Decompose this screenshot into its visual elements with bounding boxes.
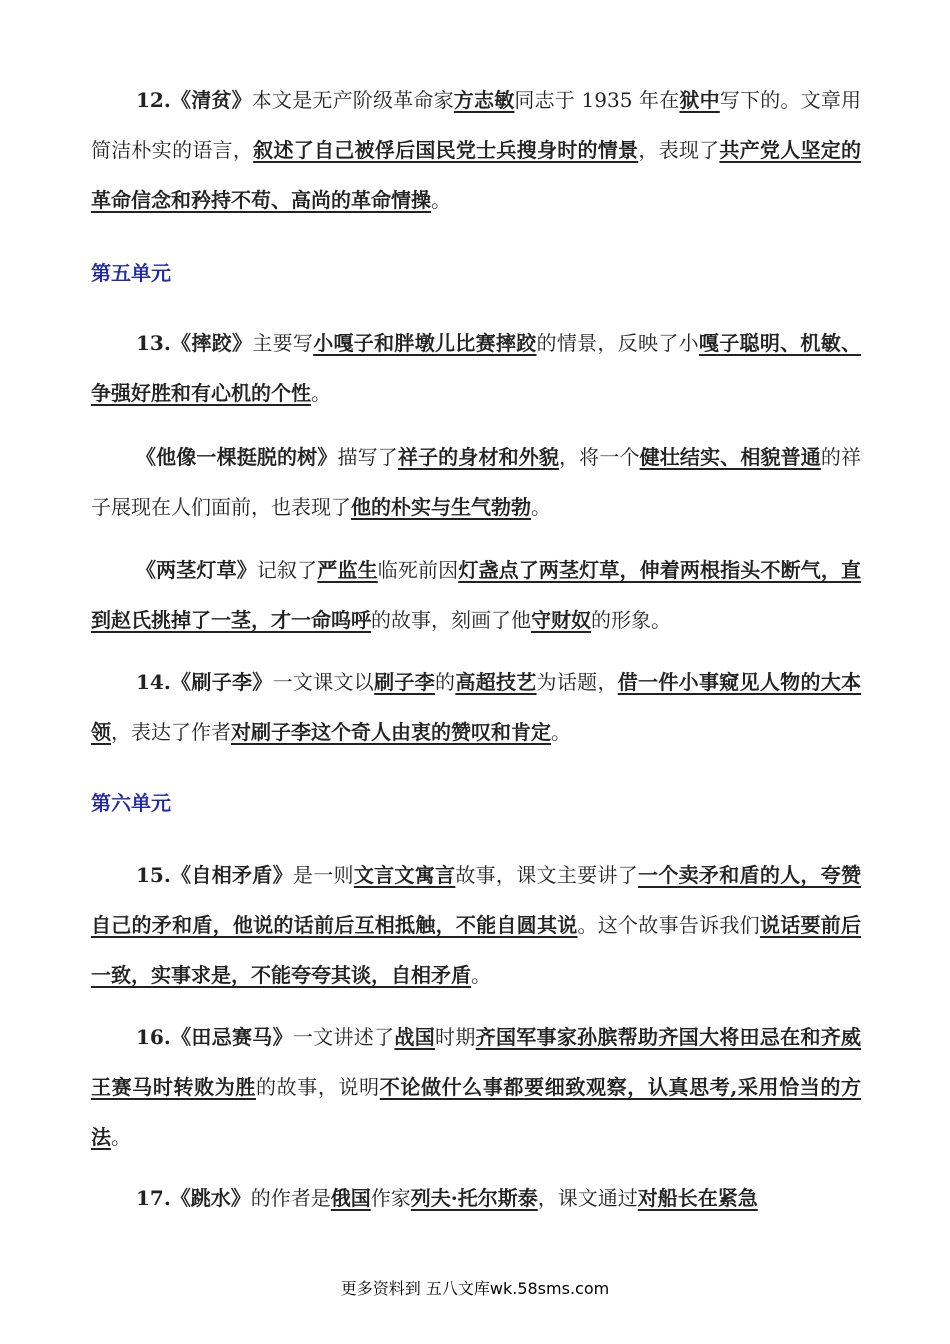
answer-blank: 方志敏 (453, 88, 515, 112)
text: ，将一个 (559, 445, 640, 469)
answer-blank: 对刷子李这个奇人由衷的赞叹和肯定 (231, 720, 551, 744)
text: 。 (531, 495, 551, 519)
lesson-title: 《两茎灯草》 (136, 558, 257, 582)
answer-blank: 借一件小事窥见人物的大本领 (91, 670, 862, 744)
text: 。这个故事告诉我们 (577, 913, 760, 937)
paragraph-13 (91, 318, 861, 418)
answer-blank: 说话要前后一致，实事求是，不能夸夸其谈，自相矛盾 (91, 913, 862, 987)
text: 临死前因 (377, 558, 459, 582)
unit-heading-6: 第六单元 (91, 791, 171, 815)
answer-blank: 小嘎子和胖墩儿比赛摔跤 (313, 331, 537, 355)
answer-blank: 一个卖矛和盾的人，夸赞自己的矛和盾，他说的话前后互相抵触，不能自圆其说 (91, 863, 862, 937)
text: 记叙了 (256, 558, 318, 582)
text: 是一则 (292, 863, 354, 887)
text: 。 (311, 381, 331, 405)
lesson-title: 16.《田忌赛马》 (136, 1025, 293, 1049)
answer-blank: 文言文寓言 (353, 863, 456, 887)
text: 。 (431, 188, 451, 212)
text: 一文课文以 (272, 670, 375, 694)
text: ，课文通过 (537, 1186, 638, 1210)
text: 同志于 1935 年在 (514, 88, 680, 112)
text: 作家 (370, 1186, 411, 1210)
paragraph-13b (91, 432, 861, 532)
lesson-title: 13.《摔跤》 (136, 331, 253, 355)
text: 写下的。文章用简洁朴实的语言， (91, 88, 862, 162)
answer-blank: 齐国军事家孙膑帮助齐国大将田忌在和齐威王赛马时转败为胜 (91, 1025, 862, 1099)
paragraph-13c (91, 545, 861, 645)
unit-heading-5: 第五单元 (91, 261, 171, 285)
paragraph-14 (91, 657, 861, 757)
answer-blank: 守财奴 (531, 608, 591, 632)
lesson-title: 15.《自相矛盾》 (136, 863, 293, 887)
text: 。 (551, 720, 571, 744)
lesson-title: 14.《刷子李》 (136, 670, 273, 694)
paragraph-15 (91, 850, 861, 1000)
text: 的 (435, 670, 456, 694)
text: 一文讲述了 (292, 1025, 395, 1049)
text: 为话题， (536, 670, 618, 694)
text: 的形象。 (591, 608, 671, 632)
answer-blank: 共产党人坚定的革命信念和矜持不苟、高尚的革命情操 (91, 138, 862, 212)
text: 的情景，反映了小 (536, 331, 699, 355)
text: 。 (111, 1125, 131, 1149)
answer-blank: 战国 (394, 1025, 436, 1049)
text: 的作者是 (250, 1186, 331, 1210)
text: 的故事，说明 (255, 1075, 380, 1099)
footer-source-link[interactable]: 更多资料到 五八文库wk.58sms.com (340, 1279, 610, 1298)
text: 主要写 (252, 331, 314, 355)
answer-blank: 不论做什么事都要细致观察，认真思考,采用恰当的方法 (91, 1075, 862, 1149)
paragraph-12 (91, 75, 861, 225)
answer-blank: 叙述了自己被俘后国民党士兵搜身时的情景 (253, 138, 639, 162)
answer-blank: 祥子的身材和外貌 (397, 445, 560, 469)
text: 本文是无产阶级革命家 (251, 88, 454, 112)
text: 。 (471, 963, 491, 987)
lesson-title: 17.《跳水》 (136, 1186, 251, 1210)
answer-blank: 严监生 (317, 558, 378, 582)
lesson-title: 《他像一棵挺脱的树》 (136, 445, 338, 469)
text: 的祥子展现在人们面前，也表现了 (91, 445, 862, 519)
answer-blank: 对船长在紧急 (637, 1186, 758, 1210)
answer-blank: 高超技艺 (455, 670, 537, 694)
text: 描写了 (337, 445, 398, 469)
answer-blank: 他的朴实与生气勃勃 (351, 495, 531, 519)
text: 时期 (435, 1025, 476, 1049)
text: 的故事，刻画了他 (371, 608, 531, 632)
answer-blank: 嘎子聪明、机敏、争强好胜和有心机的个性 (91, 331, 862, 405)
paragraph-17 (91, 1173, 861, 1223)
text: ，表现了 (638, 138, 720, 162)
lesson-title: 12.《清贫》 (136, 88, 252, 112)
answer-blank: 列夫·托尔斯泰 (410, 1186, 538, 1210)
answer-blank: 灯盏点了两茎灯草，伸着两根指头不断气，直到赵氏挑掉了一茎，才一命呜呼 (91, 558, 862, 632)
answer-blank: 健壮结实、相貌普通 (639, 445, 821, 469)
text: 故事，课文主要讲了 (455, 863, 639, 887)
answer-blank: 狱中 (679, 88, 720, 112)
paragraph-16 (91, 1012, 861, 1162)
answer-blank: 俄国 (330, 1186, 371, 1210)
answer-blank: 刷子李 (374, 670, 436, 694)
text: ，表达了作者 (111, 720, 231, 744)
